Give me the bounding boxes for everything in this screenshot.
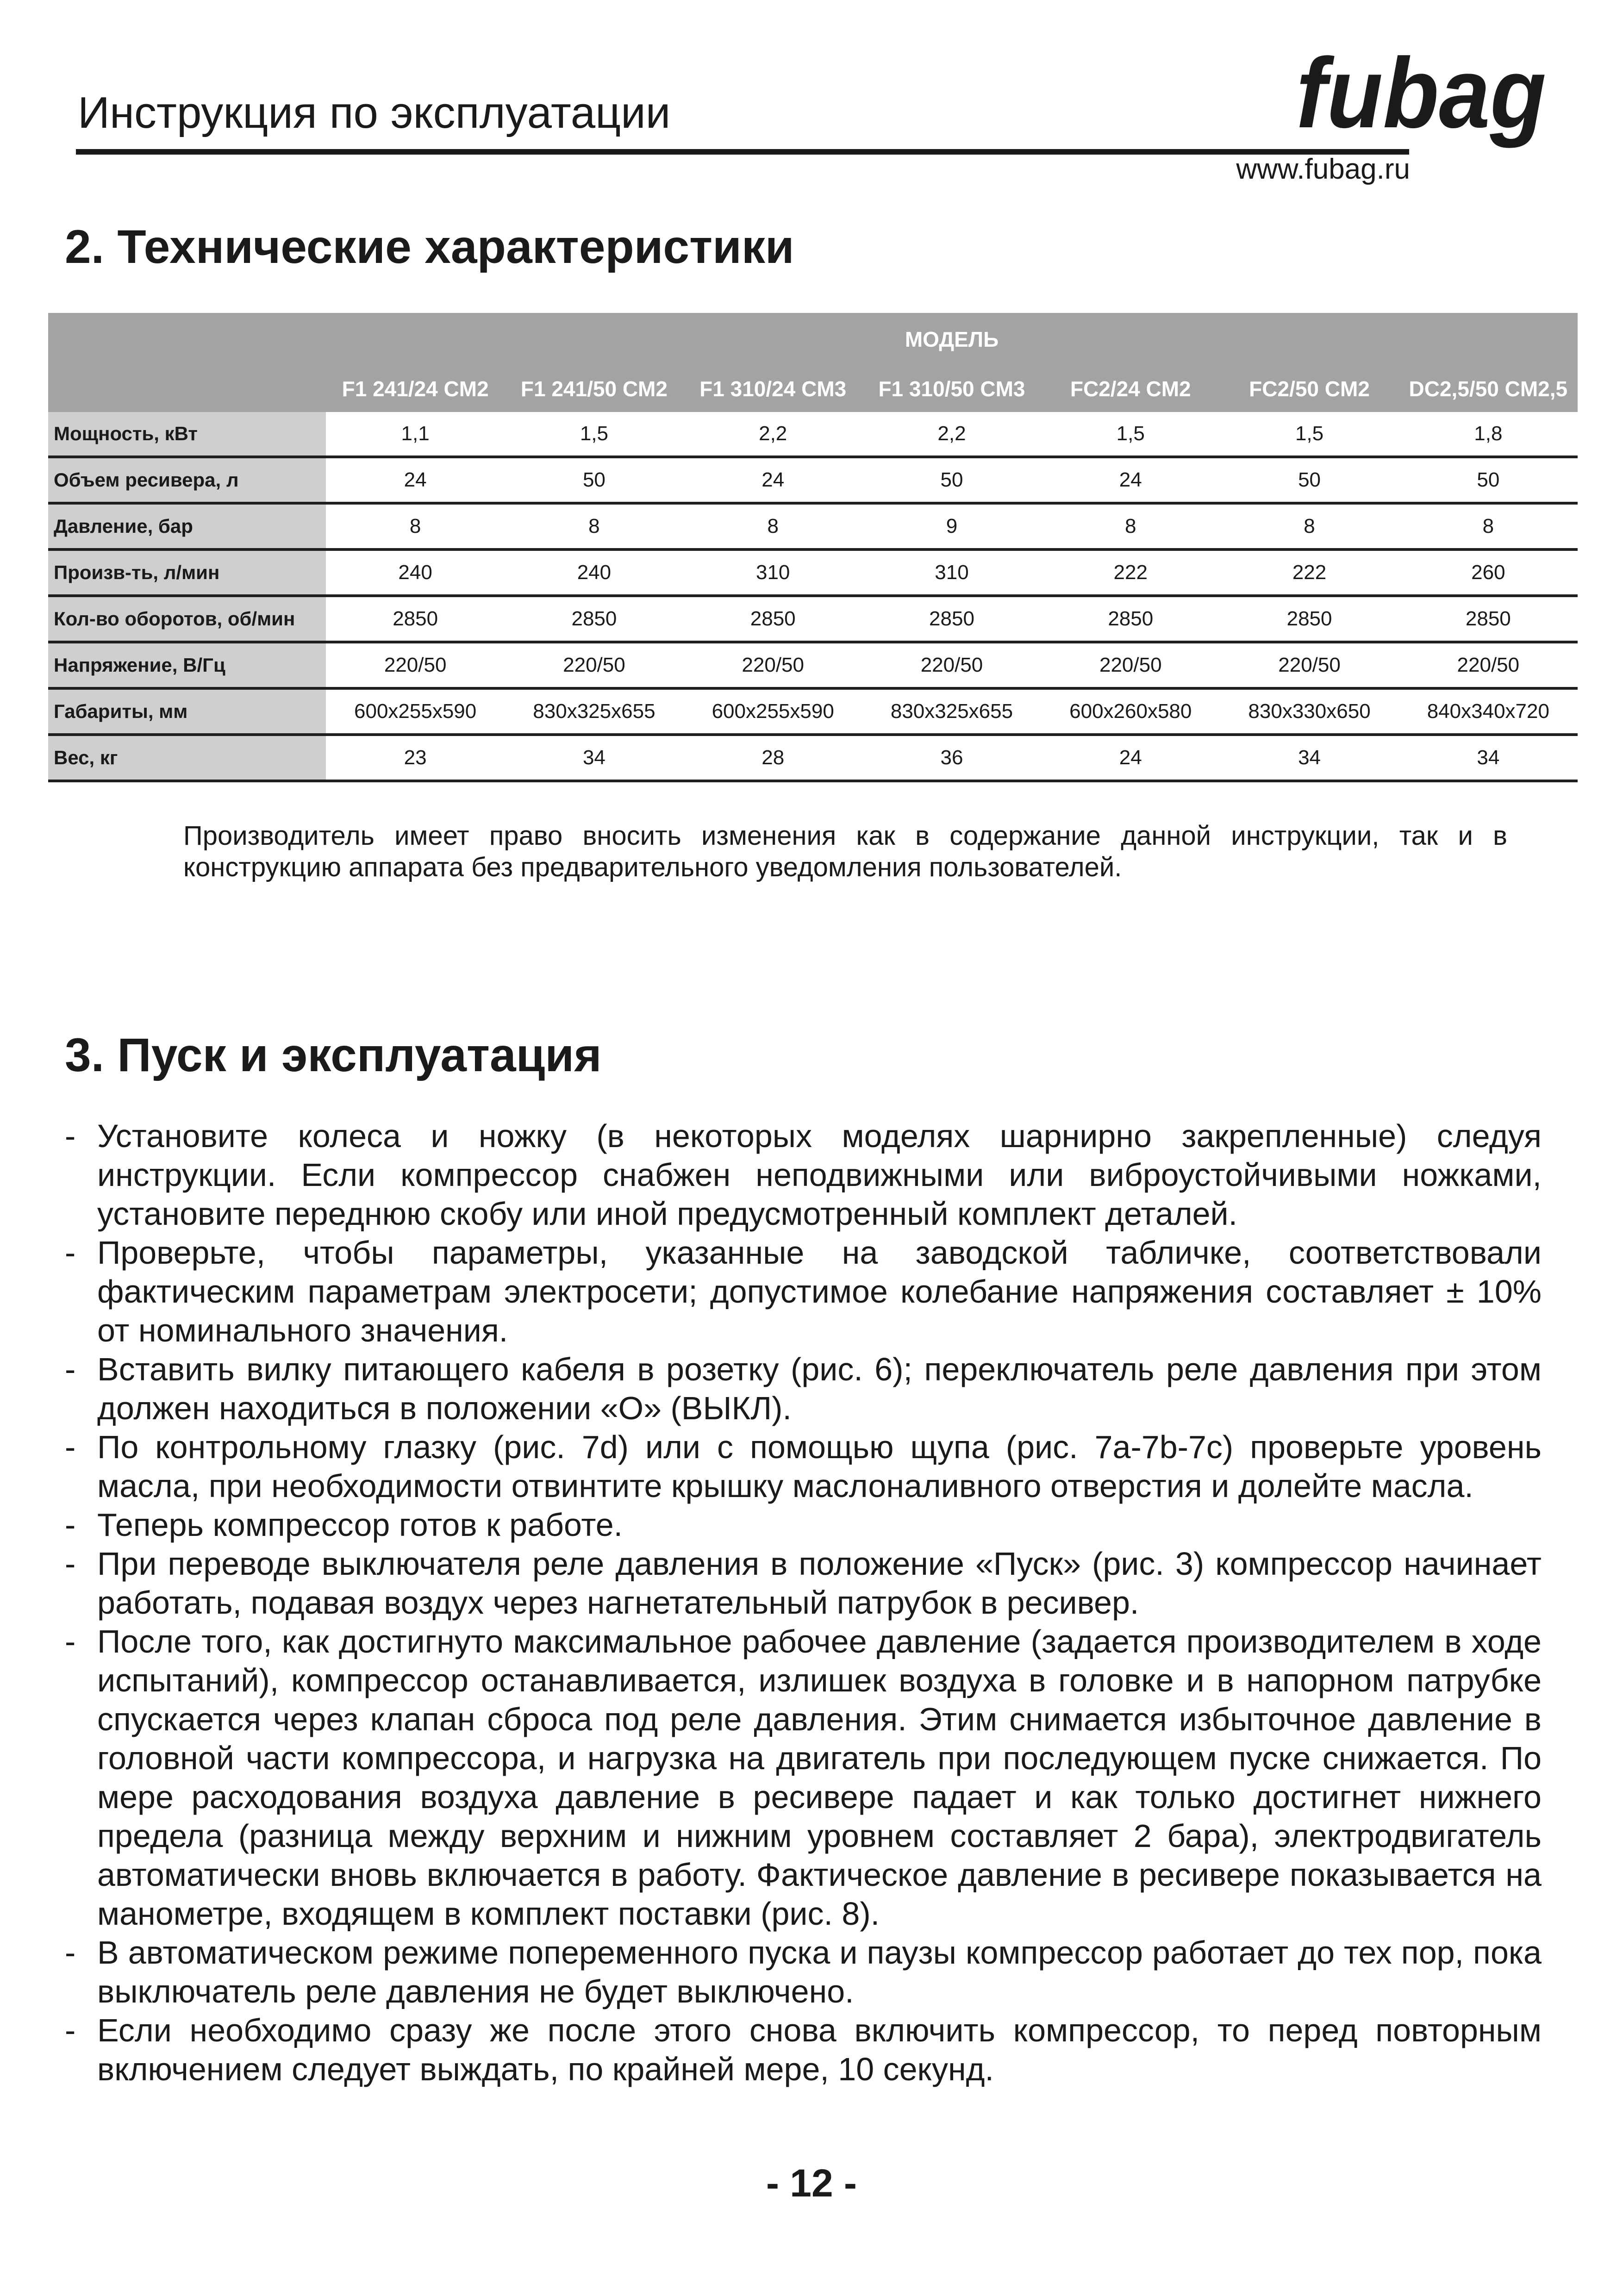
parameter-label: Объем ресивера, л: [48, 457, 326, 503]
table-cell: 222: [1041, 549, 1220, 596]
table-row: [48, 549, 1578, 596]
list-dash: -: [65, 1351, 76, 1387]
parameter-label: Давление, бар: [48, 503, 326, 549]
table-cell: 220/50: [505, 642, 683, 688]
table-row: [48, 503, 1578, 549]
table-cell: 830x330x650: [1220, 688, 1398, 735]
table-cell: 36: [862, 735, 1041, 781]
section-heading-specs: 2. Технические характеристики: [65, 220, 794, 273]
list-item-text: Если необходимо сразу же после этого снова включить компрессор, то перед повторным включением следует выждать, по крайней мере, 10 секунд.: [97, 2012, 1542, 2087]
table-cell: 240: [326, 549, 505, 596]
list-item: [65, 1622, 1542, 1933]
table-cell: 240: [505, 549, 683, 596]
table-cell: 1,5: [1220, 412, 1398, 457]
parameter-label: Габариты, мм: [48, 688, 326, 735]
parameter-label: Кол-во оборотов, об/мин: [48, 596, 326, 642]
list-item-text: Вставить вилку питающего кабеля в розетку (рис. 6); переключатель реле давления при этом должен находиться в положении «О» (ВЫКЛ).: [97, 1351, 1542, 1426]
table-cell: 840x340x720: [1399, 688, 1578, 735]
section-heading-startup: 3. Пуск и эксплуатация: [65, 1029, 602, 1081]
table-cell: 34: [1220, 735, 1398, 781]
list-item: [65, 1505, 1542, 1544]
table-cell: 1,8: [1399, 412, 1578, 457]
table-cell: 2850: [326, 596, 505, 642]
table-row: [48, 412, 1578, 457]
table-cell: 220/50: [326, 642, 505, 688]
table-cell: 2850: [1399, 596, 1578, 642]
list-item-text: По контрольному глазку (рис. 7d) или с помощью щупа (рис. 7a-7b-7c) проверьте уровень масла, при необходимости отвинтите крышку маслоналивного отверстия и долейте масла.: [97, 1429, 1542, 1504]
table-cell: 2850: [684, 596, 862, 642]
table-cell: 28: [684, 735, 862, 781]
table-cell: 1,5: [505, 412, 683, 457]
list-item: [65, 1233, 1542, 1350]
table-cell: 220/50: [684, 642, 862, 688]
spec-table-body: [48, 412, 1578, 781]
table-cell: 50: [1220, 457, 1398, 503]
document-title: Инструкция по эксплуатации: [78, 88, 671, 137]
table-cell: 9: [862, 503, 1041, 549]
list-item-text: После того, как достигнуто максимальное рабочее давление (задается производителем в ходе испытаний), компрессор останавливается, излишек воздуха в головке и в напорном патрубке спускается через клапан сброса под реле давления. Этим снимается избыточное давление в головной части компрессора, и нагрузка на двигатель при последующем пуске снижается. По мере расходования воздуха давление в ресивере падает и как только достигнет нижнего предела (разница между верхним и нижним уровнем составляет 2 бара), электродвигатель автоматически вновь включается в работу. Фактическое давление в ресивере показывается на манометре, входящем в комплект поставки (рис. 8).: [97, 1623, 1542, 1932]
table-cell: 8: [505, 503, 683, 549]
table-cell: 8: [1041, 503, 1220, 549]
list-dash: -: [65, 1546, 76, 1582]
table-cell: 2,2: [684, 412, 862, 457]
model-name-header: F1 241/24 CM2: [326, 366, 505, 412]
table-cell: 8: [326, 503, 505, 549]
fubag-logo: [1292, 32, 1551, 148]
table-cell: 310: [684, 549, 862, 596]
list-dash: -: [65, 2012, 76, 2048]
table-cell: 1,1: [326, 412, 505, 457]
specifications-table: [48, 313, 1578, 782]
site-url[interactable]: www.fubag.ru: [1236, 153, 1410, 185]
table-cell: 50: [862, 457, 1041, 503]
table-cell: 8: [1399, 503, 1578, 549]
table-cell: 220/50: [1041, 642, 1220, 688]
list-item: [65, 2011, 1542, 2089]
list-dash: -: [65, 1429, 76, 1465]
table-cell: 8: [684, 503, 862, 549]
manufacturer-notice: Производитель имеет право вносить изменения как в содержание данной инструкции, так и в конструкцию аппарата без предварительного уведомления пользователей.: [183, 821, 1507, 882]
list-item-text: Теперь компрессор готов к работе.: [97, 1507, 623, 1543]
table-row: [48, 735, 1578, 781]
table-cell: 222: [1220, 549, 1398, 596]
table-cell: 24: [684, 457, 862, 503]
model-name-header: F1 310/24 CM3: [684, 366, 862, 412]
table-cell: 830x325x655: [862, 688, 1041, 735]
table-cell: 1,5: [1041, 412, 1220, 457]
table-cell: 2850: [1220, 596, 1398, 642]
table-cell: 50: [1399, 457, 1578, 503]
list-item: [65, 1350, 1542, 1428]
table-row: [48, 642, 1578, 688]
table-cell: 830x325x655: [505, 688, 683, 735]
table-cell: 50: [505, 457, 683, 503]
list-dash: -: [65, 1235, 76, 1271]
instructions-list: [65, 1117, 1542, 2089]
list-item-text: Проверьте, чтобы параметры, указанные на заводской табличке, соответствовали фактическим параметрам электросети; допустимое колебание напряжения составляет ± 10% от номинального значения.: [97, 1235, 1542, 1348]
table-corner-cell: [48, 313, 326, 412]
table-cell: 220/50: [862, 642, 1041, 688]
table-cell: 24: [326, 457, 505, 503]
header-divider: [76, 149, 1409, 155]
list-item-text: При переводе выключателя реле давления в положение «Пуск» (рис. 3) компрессор начинает работать, подавая воздух через нагнетательный патрубок в ресивер.: [97, 1546, 1542, 1621]
model-name-header: DC2,5/50 CM2,5: [1399, 366, 1578, 412]
table-cell: 2850: [862, 596, 1041, 642]
table-cell: 2,2: [862, 412, 1041, 457]
model-header: МОДЕЛЬ: [326, 313, 1578, 366]
table-cell: 24: [1041, 735, 1220, 781]
list-item-text: Установите колеса и ножку (в некоторых моделях шарнирно закрепленные) следуя инструкции. Если компрессор снабжен неподвижными или виброустойчивыми ножками, установите переднюю скобу или иной предусмотренный комплект деталей.: [97, 1118, 1542, 1232]
list-item: [65, 1933, 1542, 2011]
table-cell: 310: [862, 549, 1041, 596]
table-cell: 600x260x580: [1041, 688, 1220, 735]
table-cell: 220/50: [1220, 642, 1398, 688]
model-name-header: FC2/24 CM2: [1041, 366, 1220, 412]
table-cell: 2850: [1041, 596, 1220, 642]
table-cell: 600x255x590: [326, 688, 505, 735]
list-item: [65, 1544, 1542, 1622]
model-name-header: FC2/50 CM2: [1220, 366, 1398, 412]
parameter-label: Напряжение, В/Гц: [48, 642, 326, 688]
list-item-text: В автоматическом режиме попеременного пуска и паузы компрессор работает до тех пор, пока выключатель реле давления не будет выключено.: [97, 1934, 1542, 2009]
table-cell: 23: [326, 735, 505, 781]
table-cell: 600x255x590: [684, 688, 862, 735]
table-cell: 220/50: [1399, 642, 1578, 688]
list-item: [65, 1428, 1542, 1505]
table-cell: 34: [1399, 735, 1578, 781]
table-row: [48, 688, 1578, 735]
logo-text: fubag: [1296, 37, 1546, 148]
model-name-header: F1 241/50 CM2: [505, 366, 683, 412]
table-cell: 260: [1399, 549, 1578, 596]
table-cell: 24: [1041, 457, 1220, 503]
table-cell: 2850: [505, 596, 683, 642]
list-dash: -: [65, 1934, 76, 1971]
parameter-label: Мощность, кВт: [48, 412, 326, 457]
model-name-header: F1 310/50 CM3: [862, 366, 1041, 412]
list-dash: -: [65, 1118, 76, 1154]
page-number: - 12 -: [766, 2161, 857, 2205]
parameter-label: Вес, кг: [48, 735, 326, 781]
table-cell: 34: [505, 735, 683, 781]
table-cell: 8: [1220, 503, 1398, 549]
table-row: [48, 457, 1578, 503]
parameter-label: Произв-ть, л/мин: [48, 549, 326, 596]
list-dash: -: [65, 1623, 76, 1660]
table-row: [48, 596, 1578, 642]
list-dash: -: [65, 1507, 76, 1543]
list-item: [65, 1117, 1542, 1233]
